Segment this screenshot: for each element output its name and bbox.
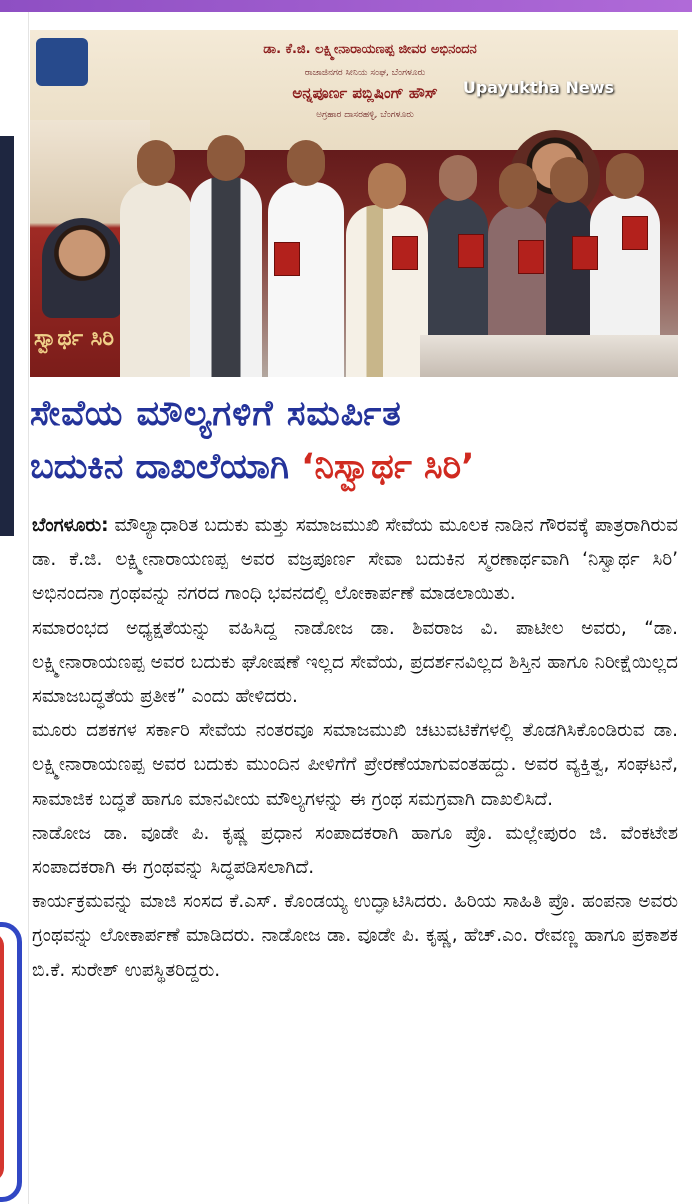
- book: [392, 236, 418, 270]
- adjacent-page-badge-fill: [0, 932, 4, 1182]
- banner-title: ಡಾ. ಕೆ.ಜಿ. ಲಕ್ಷ್ಮೀನಾರಾಯಣಪ್ಪ ಜೀವರ ಅಭಿನಂದನ: [263, 42, 477, 57]
- paragraph: [32, 509, 678, 612]
- dateline: ಬೆಂಗಳೂರು:: [32, 515, 109, 536]
- paragraph: ಸಮಾರಂಭದ ಅಧ್ಯಕ್ಷತೆಯನ್ನು ವಹಿಸಿದ್ದ ನಾಡೋಜ ಡಾ. ಶಿವರಾಜ ವಿ. ಪಾಟೀಲ ಅವರು, “ಡಾ. ಲಕ್ಷ್ಮೀನಾರಾಯಣಪ್ಪ ಅವರ ಬದುಕು ಘೋಷಣೆ ಇಲ್ಲದ ಸೇವೆಯ, ಪ್ರದರ್ಶನವಿಲ್ಲದ ಶಿಸ್ತಿನ ಹಾಗೂ ನಿರೀಕ್ಷೆಯಿಲ್ಲದ ಸಮಾಜಬದ್ಧತೆಯ ಪ್ರತೀಕ” ಎಂದು ಹೇಳಿದರು.: [32, 617, 678, 708]
- book: [458, 234, 484, 268]
- paragraph: ಕಾರ್ಯಕ್ರಮವನ್ನು ಮಾಜಿ ಸಂಸದ ಕೆ.ಎಸ್. ಕೊಂಡಯ್ಯ ಉದ್ಘಾಟಿಸಿದರು. ಹಿರಿಯ ಸಾಹಿತಿ ಪ್ರೊ. ಹಂಪನಾ ಅವರು ಗ್ರಂಥವನ್ನು ಲೋಕಾರ್ಪಣೆ ಮಾಡಿದರು. ನಾಡೋಜ ಡಾ. ವೂಡೇ ಪಿ. ಕೃಷ್ಣ, ಹೆಚ್.ಎಂ. ರೇವಣ್ಣ ಹಾಗೂ ಪ್ರಕಾಶಕ ಬಿ.ಕೆ. ಸುರೇಶ್ ಉಪಸ್ಥಿತರಿದ್ದರು.: [32, 891, 678, 981]
- person: [190, 177, 262, 377]
- adjacent-page-strip: [0, 12, 29, 1204]
- book: [572, 236, 598, 270]
- headline: [30, 388, 680, 494]
- paragraph: ನಾಡೋಜ ಡಾ. ವೂಡೇ ಪಿ. ಕೃಷ್ಣ ಪ್ರಧಾನ ಸಂಪಾದಕರಾಗಿ ಹಾಗೂ ಪ್ರೊ. ಮಲ್ಲೇಪುರಂ ಜಿ. ವೆಂಕಟೇಶ ಸಂಪಾದಕರಾಗಿ ಈ ಗ್ರಂಥವನ್ನು ಸಿದ್ಧಪಡಿಸಲಾಗಿದೆ.: [32, 822, 678, 879]
- person: [346, 205, 428, 377]
- watermark: Upayuktha News: [462, 78, 614, 97]
- top-status-bar: [0, 0, 692, 12]
- banner-address: ಅಗ್ರಹಾರ ದಾಸರಹಳ್ಳಿ, ಬೆಂಗಳೂರು: [316, 110, 414, 120]
- person: [268, 182, 344, 377]
- headline-book-title: ‘ನಿಸ್ವಾರ್ಥ ಸಿರಿ’: [301, 447, 475, 487]
- poster-title: ಸ್ವಾರ್ಥ ಸಿರಿ: [34, 326, 114, 351]
- banner-subtitle: ರಾಜಾಜಿನಗರ ಸೀನಿಯ ಸಂಘ, ಬೆಂಗಳೂರು: [304, 68, 426, 78]
- person: [120, 182, 192, 377]
- headline-line-1: ಸೇವೆಯ ಮೌಲ್ಯಗಳಿಗೆ ಸಮರ್ಪಿತ: [30, 394, 402, 434]
- event-photo: [30, 30, 678, 377]
- book: [274, 242, 300, 276]
- paragraph: ಮೂರು ದಶಕಗಳ ಸರ್ಕಾರಿ ಸೇವೆಯ ನಂತರವೂ ಸಮಾಜಮುಖಿ ಚಟುವಟಿಕೆಗಳಲ್ಲಿ ತೊಡಗಿಸಿಕೊಂಡಿರುವ ಡಾ. ಲಕ್ಷ್ಮೀನಾರಾಯಣಪ್ಪ ಅವರ ಬದುಕು ಮುಂದಿನ ಪೀಳಿಗೆಗೆ ಪ್ರೇರಣೆಯಾಗುವಂತಹದ್ದು. ಅವರ ವ್ಯಕ್ತಿತ್ವ, ಸಂಘಟನೆ, ಸಾಮಾಜಿಕ ಬದ್ಧತೆ ಹಾಗೂ ಮಾನವೀಯ ಮೌಲ್ಯಗಳನ್ನು ಈ ಗ್ರಂಥ ಸಮಗ್ರವಾಗಿ ದಾಖಲಿಸಿದೆ.: [32, 720, 678, 810]
- stage-table: [420, 335, 678, 377]
- paragraph-text: ಮೌಲ್ಯಾಧಾರಿತ ಬದುಕು ಮತ್ತು ಸಮಾಜಮುಖಿ ಸೇವೆಯ ಮೂಲಕ ನಾಡಿನ ಗೌರವಕ್ಕೆ ಪಾತ್ರರಾಗಿರುವ ಡಾ. ಕೆ.ಜಿ. ಲಕ್ಷ್ಮೀನಾರಾಯಣಪ್ಪ ಅವರ ವಜ್ರಪೂರ್ಣ ಸೇವಾ ಬದುಕಿನ ಸ್ಮರಣಾರ್ಥವಾಗಿ ‘ನಿಸ್ವಾರ್ಥ ಸಿರಿ’ ಅಭಿನಂದನಾ ಗ್ರಂಥವನ್ನು ನಗರದ ಗಾಂಧಿ ಭವನದಲ್ಲಿ ಲೋಕಾರ್ಪಣೆ ಮಾಡಲಾಯಿತು.: [32, 515, 678, 605]
- banner-publisher: ಅನ್ನಪೂರ್ಣ ಪಬ್ಲಿಷಿಂಗ್ ಹೌಸ್: [292, 84, 438, 102]
- headline-line-2: ಬದುಕಿನ ದಾಖಲೆಯಾಗಿ: [30, 447, 302, 487]
- book: [622, 216, 648, 250]
- article-body: [32, 509, 678, 988]
- book: [518, 240, 544, 274]
- adjacent-page-image: [0, 136, 14, 536]
